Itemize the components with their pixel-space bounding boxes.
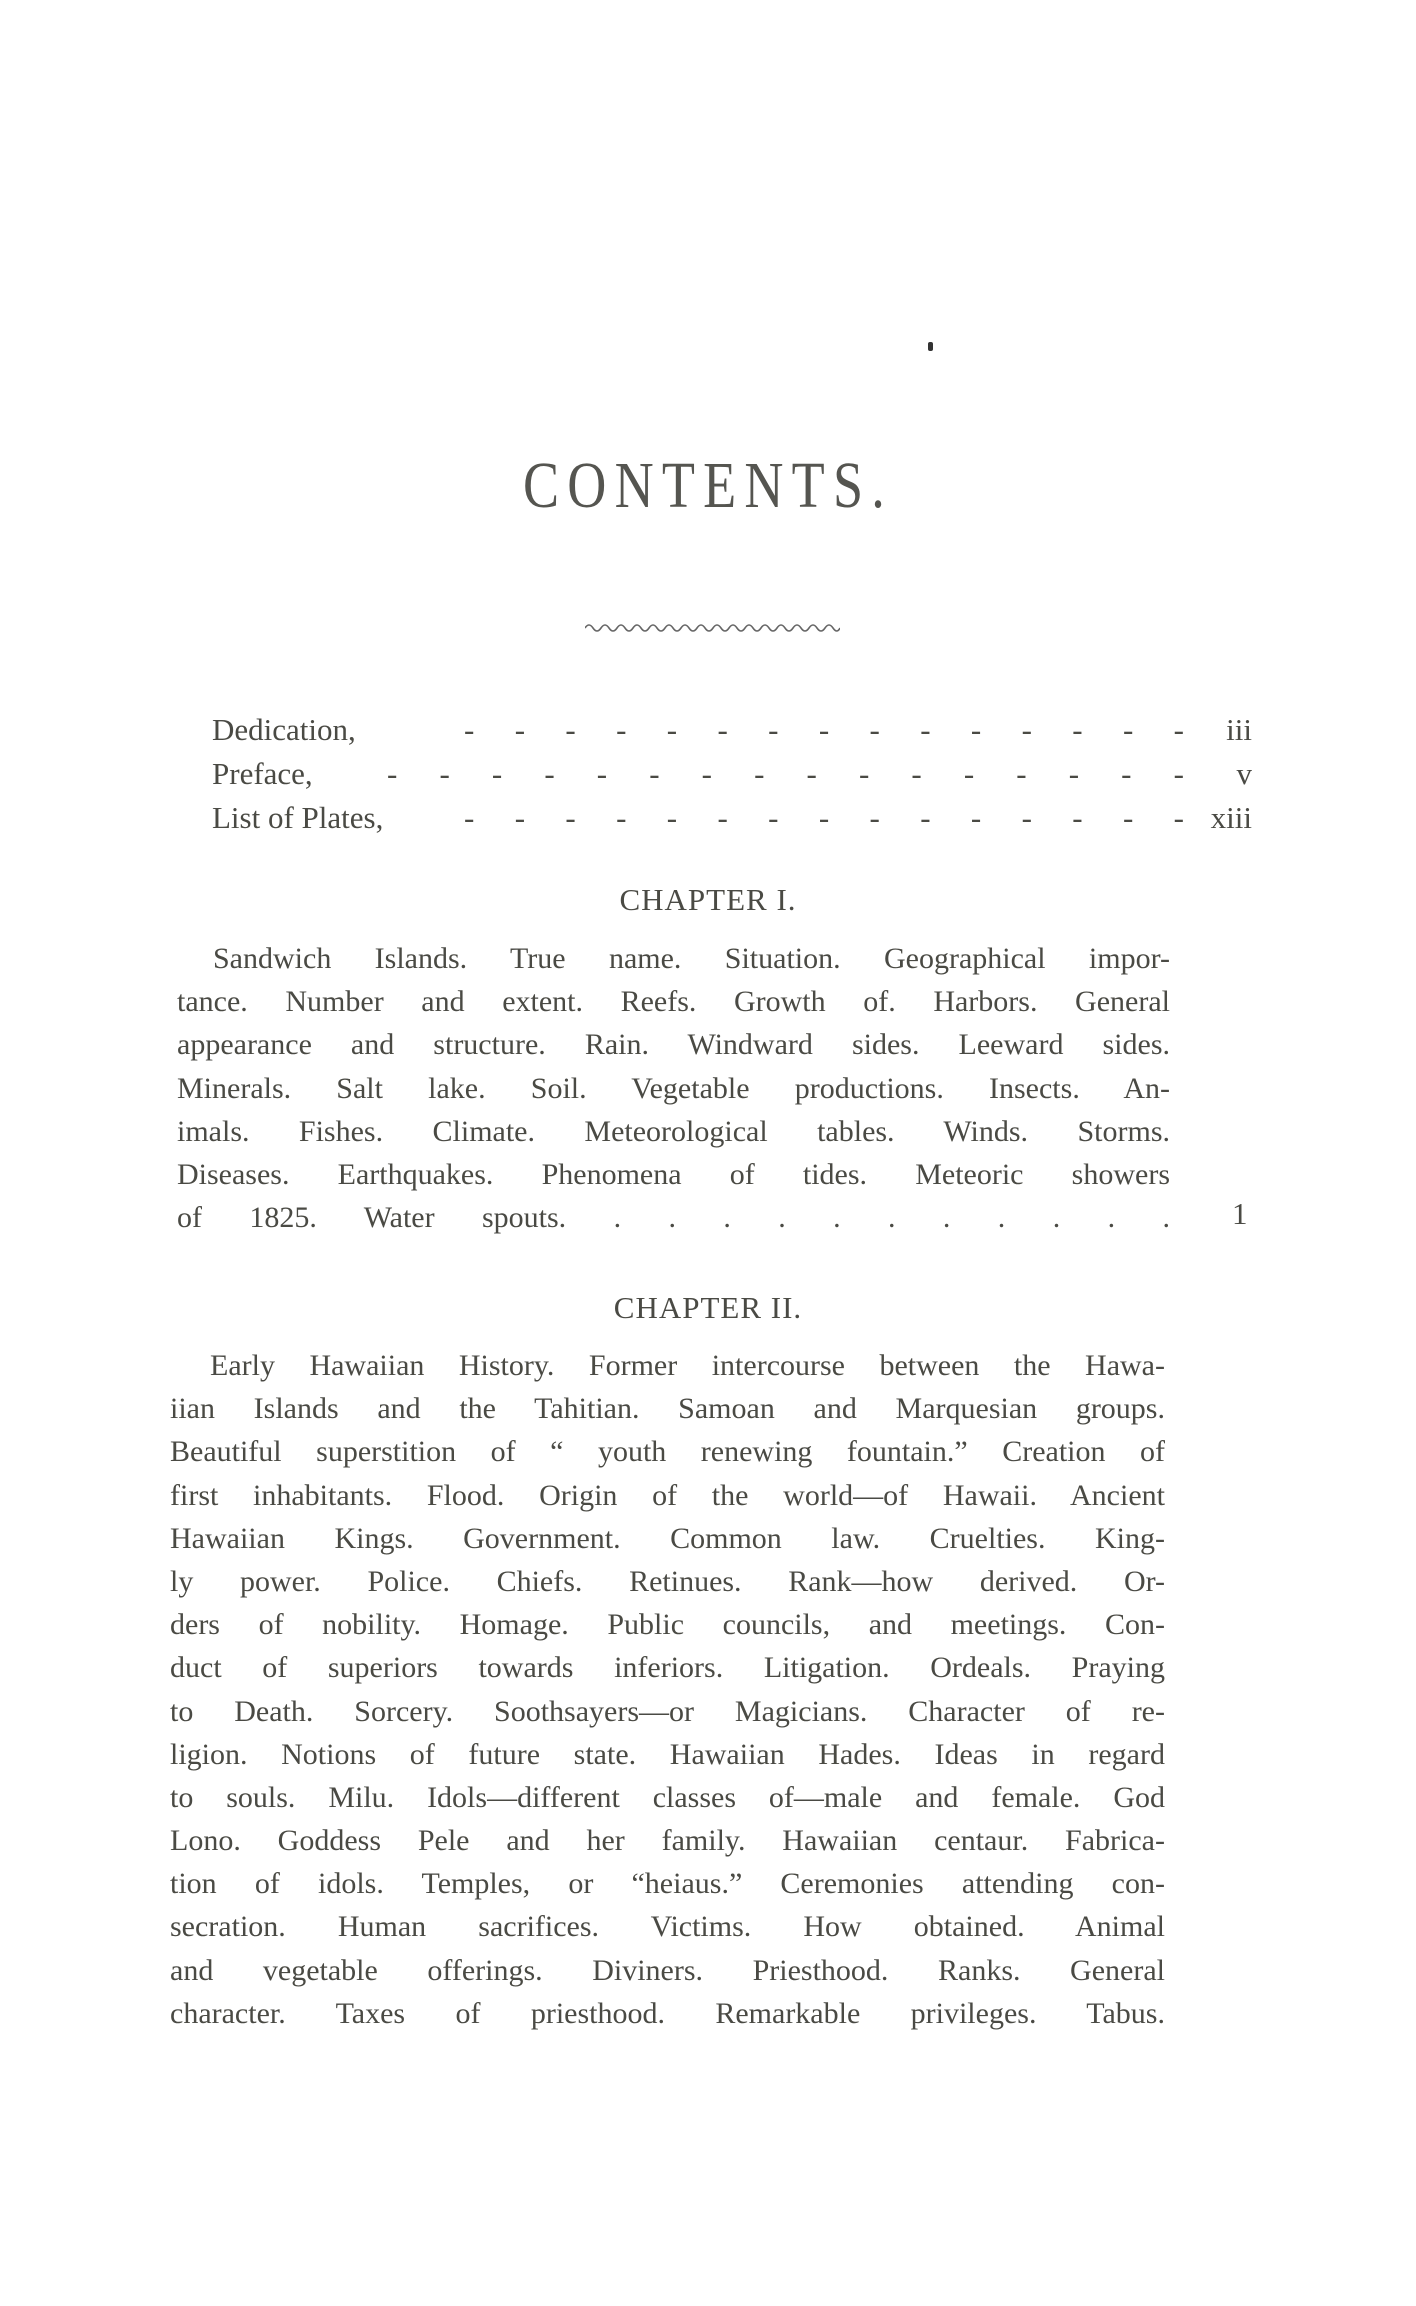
summary-line: Minerals. Salt lake. Soil. Vegetable productions. Insects. An- — [177, 1071, 1170, 1105]
summary-line: duct of superiors towards inferiors. Litigation. Ordeals. Praying — [170, 1651, 1165, 1685]
summary-line: secration. Human sacrifices. Victims. How obtained. Animal — [170, 1910, 1165, 1944]
wavy-rule-ornament — [585, 620, 840, 636]
summary-line: ly power. Police. Chiefs. Retinues. Rank—how derived. Or- — [170, 1564, 1165, 1598]
toc-entry-preface — [212, 756, 1252, 800]
chapter-2-heading: CHAPTER II. — [613, 1290, 803, 1325]
toc-entry-label: Dedication, — [212, 712, 356, 747]
summary-line: tance. Number and extent. Reefs. Growth of. Harbors. General — [177, 985, 1170, 1019]
chapter-1-heading: CHAPTER I. — [619, 882, 797, 917]
summary-line: iian Islands and the Tahitian. Samoan and Marquesian groups. — [170, 1392, 1165, 1426]
toc-entry-list-of-plates — [212, 800, 1252, 844]
toc-entry-page: xiii — [1210, 800, 1252, 835]
chapter-2-summary — [170, 1344, 1165, 2035]
toc-entry-page: v — [1236, 756, 1252, 791]
summary-line: tion of idols. Temples, or “heiaus.” Ceremonies attending con- — [170, 1867, 1165, 1901]
summary-line: appearance and structure. Rain. Windward sides. Leeward sides. — [177, 1028, 1170, 1062]
summary-line: first inhabitants. Flood. Origin of the world—of Hawaii. Ancient — [170, 1478, 1165, 1512]
summary-line: ligion. Notions of future state. Hawaiian Hades. Ideas in regard — [170, 1737, 1165, 1771]
toc-entry-dedication — [212, 712, 1252, 756]
summary-line: imals. Fishes. Climate. Meteorological tables. Winds. Storms. — [177, 1114, 1170, 1148]
leader-dots: - - - - - - - - - - - - - - - - — [387, 756, 1184, 791]
leader-dots: - - - - - - - - - - - - - - - — [464, 712, 1184, 747]
summary-line: ders of nobility. Homage. Public councils, and meetings. Con- — [170, 1608, 1165, 1642]
chapter-1-summary — [177, 937, 1170, 1239]
chapter-1-page: 1 — [1232, 1196, 1248, 1231]
summary-line: Lono. Goddess Pele and her family. Hawaiian centaur. Fabrica- — [170, 1824, 1165, 1858]
ink-speck — [928, 342, 933, 351]
page-title: CONTENTS. — [523, 449, 893, 522]
toc-entry-label: List of Plates, — [212, 800, 384, 835]
summary-line: character. Taxes of priesthood. Remarkable privileges. Tabus. — [170, 1996, 1165, 2030]
leader-dots: - - - - - - - - - - - - - - - — [464, 800, 1184, 835]
summary-line: and vegetable offerings. Diviners. Priesthood. Ranks. General — [170, 1953, 1165, 1987]
summary-line: Early Hawaiian History. Former intercourse between the Hawa- — [210, 1349, 1165, 1382]
summary-line: to souls. Milu. Idols—different classes of—male and female. God — [170, 1780, 1165, 1814]
summary-line: of 1825. Water spouts. . . . . . . . . . . . — [177, 1201, 1170, 1235]
summary-line: Diseases. Earthquakes. Phenomena of tides. Meteoric showers — [177, 1157, 1170, 1191]
toc-entry-label: Preface, — [212, 756, 313, 791]
toc-entry-page: iii — [1226, 712, 1252, 747]
summary-line: Sandwich Islands. True name. Situation. Geographical impor- — [213, 942, 1170, 975]
summary-line: to Death. Sorcery. Soothsayers—or Magicians. Character of re- — [170, 1694, 1165, 1728]
summary-line: Hawaiian Kings. Government. Common law. Cruelties. King- — [170, 1521, 1165, 1555]
summary-line: Beautiful superstition of “ youth renewing fountain.” Creation of — [170, 1435, 1165, 1469]
